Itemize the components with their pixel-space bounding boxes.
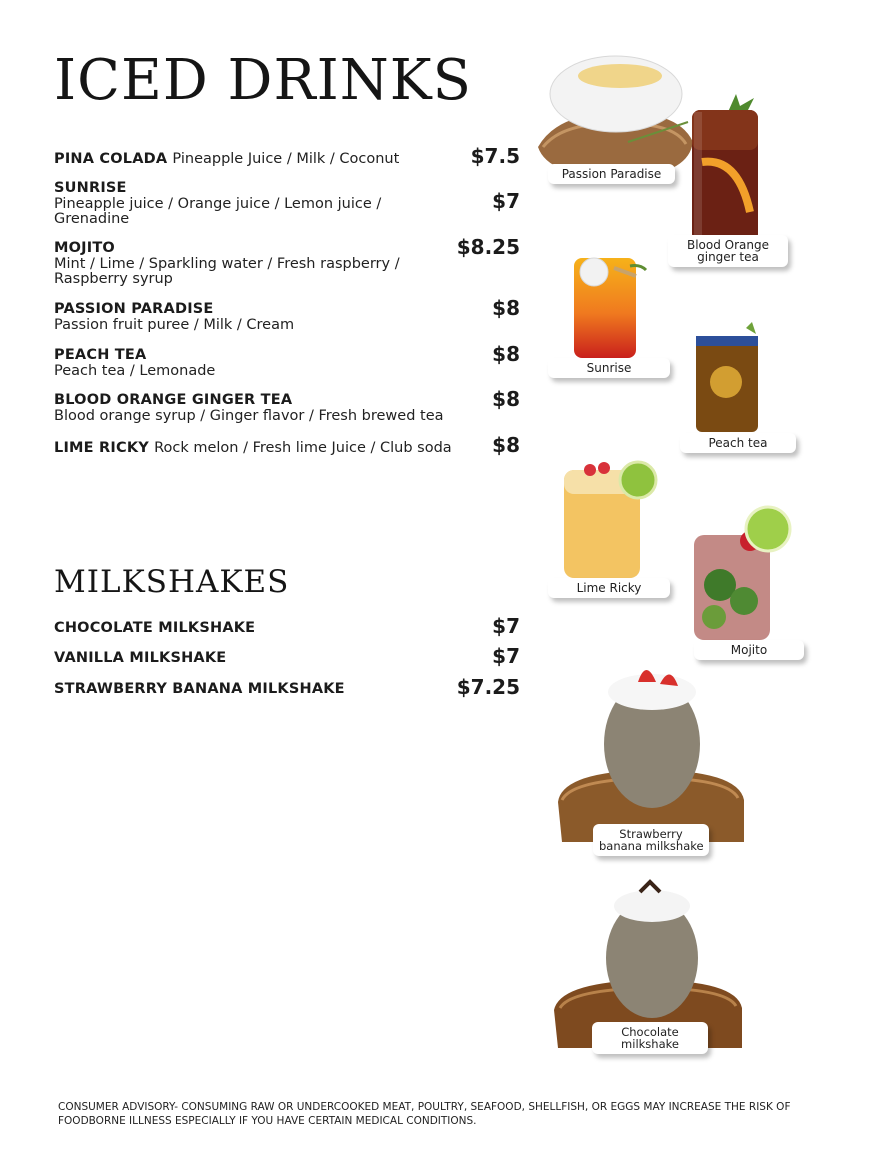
- photo-label-sunrise: Sunrise: [548, 358, 670, 378]
- label-line-1: Blood Orange: [686, 238, 770, 252]
- menu-item-vanilla-milkshake: [54, 644, 520, 668]
- menu-item-chocolate-milkshake: [54, 614, 520, 638]
- menu-item-pina-colada: [54, 144, 520, 168]
- item-description: Passion fruit puree / Milk / Cream: [54, 316, 295, 333]
- menu-item-strawberry-banana-milkshake: [54, 675, 520, 699]
- item-description: Peach tea / Lemonade: [54, 362, 216, 379]
- sunrise-photo: [570, 248, 650, 358]
- item-name: CHOCOLATE MILKSHAKE: [54, 620, 256, 636]
- item-price: $7: [492, 644, 520, 668]
- item-description: Mint / Lime / Sparkling water / Fresh raspberry / Raspberry syrup: [54, 255, 400, 287]
- consumer-advisory: CONSUMER ADVISORY- CONSUMING RAW OR UNDERCOOKED MEAT, POULTRY, SEAFOOD, SHELLFISH, OR EGGS MAY INCREASE THE RISK OF FOODBORNE ILLNESS ESPECIALLY IF YOU HAVE CERTAIN MEDICAL CONDITIONS.: [58, 1101, 791, 1127]
- photo-label-strawberry-banana: [593, 824, 709, 856]
- label-line-2: ginger tea: [697, 250, 759, 264]
- item-price: $8.25: [456, 235, 520, 259]
- menu-item-passion-paradise: [54, 296, 520, 333]
- item-name: PASSION PARADISE: [54, 301, 214, 317]
- label-line-1: Chocolate: [621, 1025, 679, 1039]
- item-name: LIME RICKY: [54, 440, 149, 456]
- photo-label-mojito: Mojito: [694, 640, 804, 660]
- item-name: VANILLA MILKSHAKE: [54, 650, 227, 666]
- photo-label-peach-tea: Peach tea: [680, 433, 796, 453]
- menu-item-mojito: [54, 235, 520, 287]
- item-name: PINA COLADA: [54, 151, 168, 167]
- peach-tea-photo: [694, 322, 764, 432]
- label-line-2: milkshake: [621, 1037, 679, 1051]
- iced-drinks-title: ICED DRINKS: [54, 48, 472, 113]
- item-price: $7: [492, 614, 520, 638]
- item-price: $8: [492, 433, 520, 457]
- photo-label-chocolate: [592, 1022, 708, 1054]
- mojito-photo: [690, 505, 795, 640]
- item-price: $8: [492, 342, 520, 366]
- milkshakes-title: MILKSHAKES: [54, 564, 290, 600]
- item-description: Pineapple juice / Orange juice / Lemon juice / Grenadine: [54, 195, 382, 227]
- item-description: Rock melon / Fresh lime Juice / Club soda: [154, 440, 452, 456]
- item-name: PEACH TEA: [54, 347, 147, 363]
- item-price: $7.25: [456, 675, 520, 699]
- item-price: $7: [492, 189, 520, 213]
- photo-label-passion-paradise: Passion Paradise: [548, 164, 675, 184]
- menu-item-lime-ricky: [54, 433, 520, 457]
- item-price: $8: [492, 387, 520, 411]
- menu-item-blood-orange-ginger-tea: [54, 387, 520, 424]
- photo-label-blood-orange: [668, 235, 788, 267]
- blood-orange-ginger-tea-photo: [688, 92, 764, 242]
- item-price: $7.5: [470, 144, 520, 168]
- label-line-1: Strawberry: [619, 827, 683, 841]
- item-price: $8: [492, 296, 520, 320]
- item-name: MOJITO: [54, 240, 115, 256]
- label-line-2: banana milkshake: [599, 839, 704, 853]
- lime-ricky-photo: [560, 458, 660, 578]
- item-name: STRAWBERRY BANANA MILKSHAKE: [54, 681, 345, 697]
- menu-item-sunrise: [54, 181, 520, 227]
- photo-label-lime-ricky: Lime Ricky: [548, 578, 670, 598]
- strawberry-banana-milkshake-photo: [552, 652, 747, 847]
- item-description: Pineapple Juice / Milk / Coconut: [172, 151, 400, 167]
- item-name: SUNRISE: [54, 180, 127, 196]
- item-name: BLOOD ORANGE GINGER TEA: [54, 392, 293, 408]
- menu-item-peach-tea: [54, 342, 520, 379]
- item-description: Blood orange syrup / Ginger flavor / Fresh brewed tea: [54, 407, 444, 424]
